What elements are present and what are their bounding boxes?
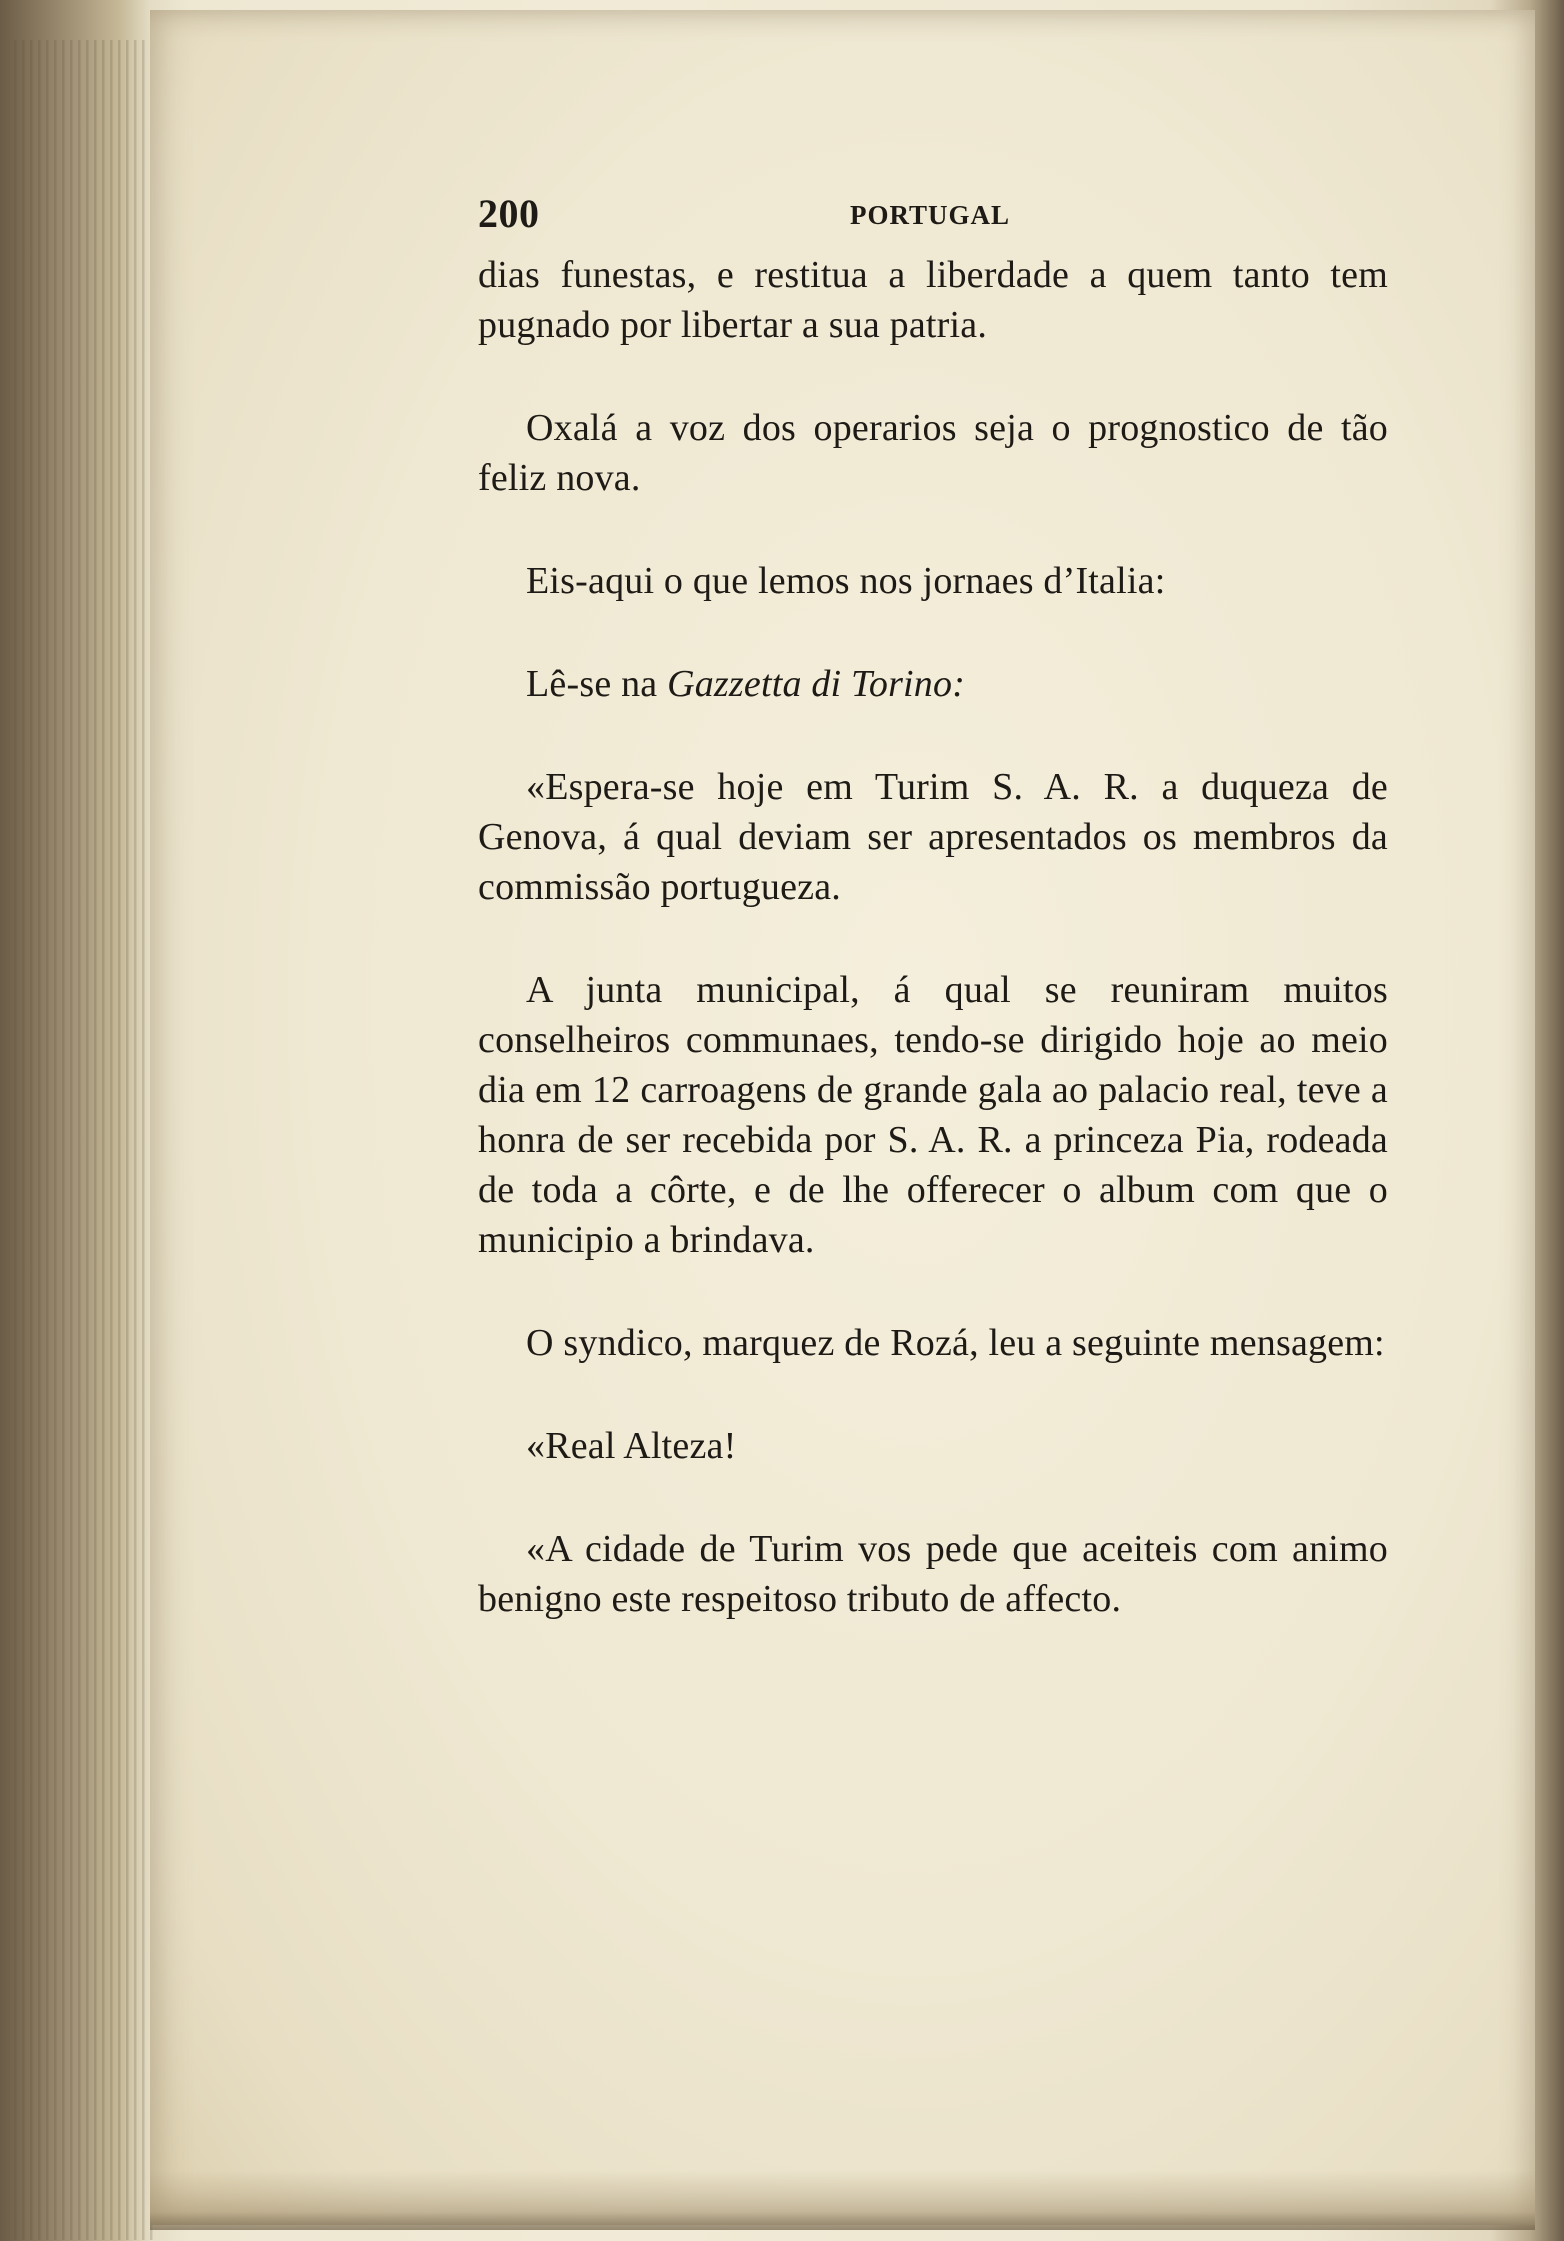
page-bottom-shadow	[150, 2170, 1535, 2230]
page-number: 200	[478, 191, 540, 236]
paragraph-1: dias funestas, e restitua a liberdade a quem tanto tem pugnado por libertar a sua patria.	[478, 254, 1388, 346]
paragraph-4	[478, 659, 1388, 709]
paragraph-7: O syndico, marquez de Rozá, leu a seguinte mensagem:	[526, 1322, 1385, 1364]
running-head	[478, 180, 1388, 250]
book-page-edges	[14, 40, 154, 2240]
paragraph-5: «Espera-se hoje em Turim S. A. R. a duqueza de Genova, á qual deviam ser apresentados os membros da commissão portugueza.	[478, 766, 1388, 908]
newspaper-title: Gazzetta di Torino:	[667, 663, 966, 705]
paragraph-4-prefix: Lê-se na	[526, 663, 668, 705]
page-text-block	[478, 180, 1388, 1624]
paragraph-6: A junta municipal, á qual se reuniram muitos conselheiros communaes, tendo-se dirigido hoje ao meio dia em 12 carroagens de grande gala ao palacio real, teve a honra de ser recebida por S. A. R. a princeza Pia, rodeada de toda a côrte, e de lhe offerecer o album com que o municipio a brindava.	[478, 969, 1388, 1261]
paragraph-9: «A cidade de Turim vos pede que aceiteis com animo benigno este respeitoso tributo de affecto.	[478, 1528, 1388, 1620]
paragraph-2: Oxalá a voz dos operarios seja o prognostico de tão feliz nova.	[478, 407, 1388, 499]
paragraph-3: Eis-aqui o que lemos nos jornaes d’Italia:	[526, 560, 1166, 602]
paragraph-8: «Real Alteza!	[526, 1425, 737, 1467]
running-title: PORTUGAL	[850, 200, 1011, 230]
